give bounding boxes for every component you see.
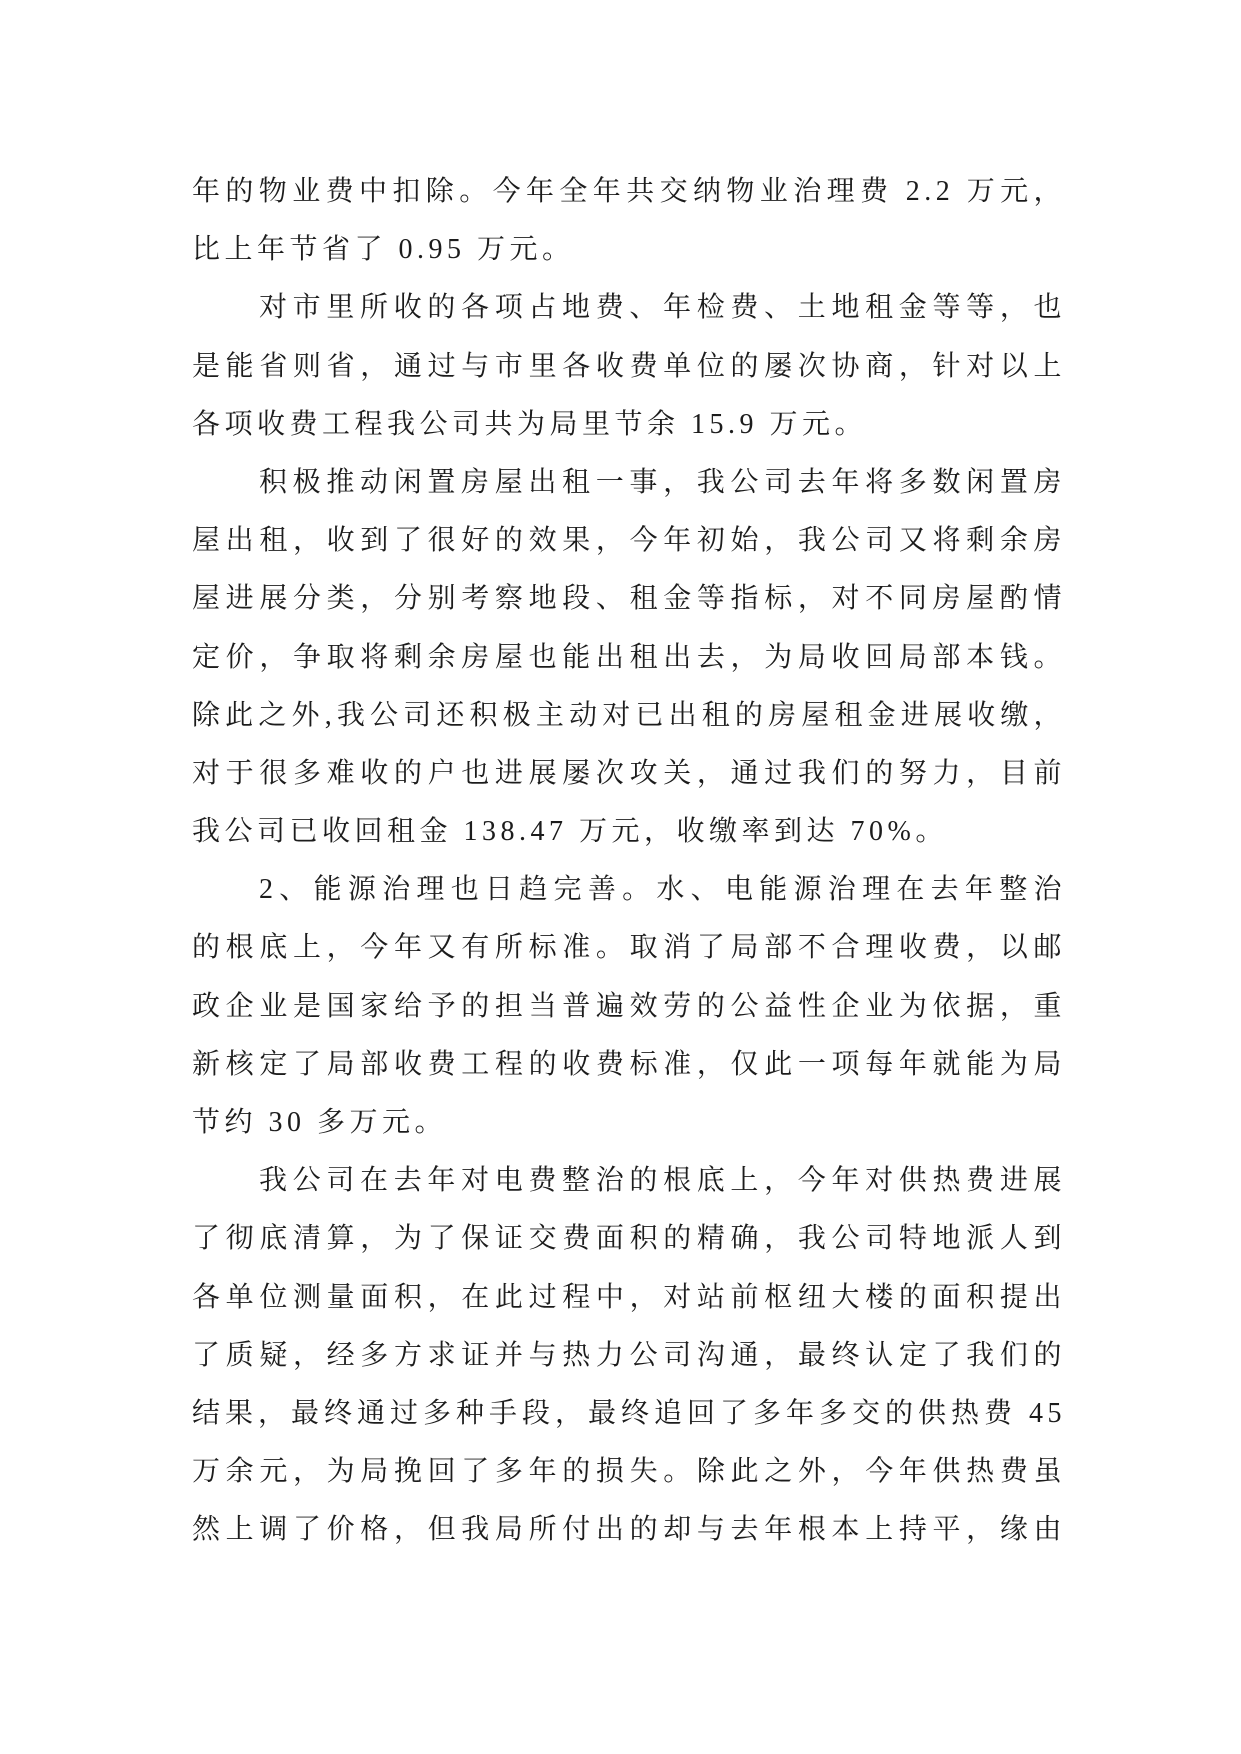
text-line: 结果，最终通过多种手段，最终追回了多年多交的供热费 45 <box>192 1397 1066 1429</box>
text-line: 的根底上，今年又有所标准。取消了局部不合理收费，以邮 <box>192 932 1066 964</box>
text-line: 然上调了价格，但我局所付出的却与去年根本上持平，缘由 <box>192 1514 1066 1546</box>
text-line: 是能省则省，通过与市里各收费单位的屡次协商，针对以上 <box>192 350 1066 382</box>
text-line: 屋出租，收到了很好的效果，今年初始，我公司又将剩余房 <box>192 525 1066 557</box>
text-line: 年的物业费中扣除。今年全年共交纳物业治理费 2.2 万元， <box>192 176 1066 207</box>
text-line: 政企业是国家给予的担当普遍效劳的公益性企业为依据，重 <box>192 990 1066 1022</box>
text-line: 我公司在去年对电费整治的根底上，今年对供热费进展 <box>259 1165 1066 1197</box>
paragraph <box>192 1152 1066 1559</box>
text-line: 了彻底清算，为了保证交费面积的精确，我公司特地派人到 <box>192 1223 1066 1255</box>
paragraph <box>192 454 1066 861</box>
paragraph <box>192 861 1066 1152</box>
text-line: 定价，争取将剩余房屋也能出租出去，为局收回局部本钱。 <box>192 641 1066 673</box>
text-line: 万余元，为局挽回了多年的损失。除此之外，今年供热费虽 <box>192 1456 1066 1488</box>
text-line: 2、能源治理也日趋完善。水、电能源治理在去年整治 <box>259 874 1066 906</box>
paragraph <box>192 279 1066 454</box>
body-text <box>192 163 1066 1560</box>
text-line: 了质疑，经多方求证并与热力公司沟通，最终认定了我们的 <box>192 1339 1066 1371</box>
text-line: 比上年节省了 0.95 万元。 <box>192 234 575 266</box>
text-line: 除此之外,我公司还积极主动对已出租的房屋租金进展收缴， <box>192 699 1066 731</box>
text-line: 节约 30 多万元。 <box>192 1107 448 1138</box>
text-line: 对于很多难收的户也进展屡次攻关，通过我们的努力，目前 <box>192 757 1066 789</box>
text-line: 各单位测量面积，在此过程中，对站前枢纽大楼的面积提出 <box>192 1281 1066 1313</box>
text-line: 积极推动闲置房屋出租一事，我公司去年将多数闲置房 <box>259 466 1066 498</box>
text-line: 新核定了局部收费工程的收费标准，仅此一项每年就能为局 <box>192 1048 1066 1080</box>
text-line: 屋进展分类，分别考察地段、租金等指标，对不同房屋酌情 <box>192 583 1066 615</box>
text-line: 我公司已收回租金 138.47 万元，收缴率到达 70%。 <box>192 816 948 848</box>
paragraph <box>192 163 1066 279</box>
text-line: 各项收费工程我公司共为局里节余 15.9 万元。 <box>192 408 868 440</box>
text-line: 对市里所收的各项占地费、年检费、土地租金等等，也 <box>259 292 1066 324</box>
